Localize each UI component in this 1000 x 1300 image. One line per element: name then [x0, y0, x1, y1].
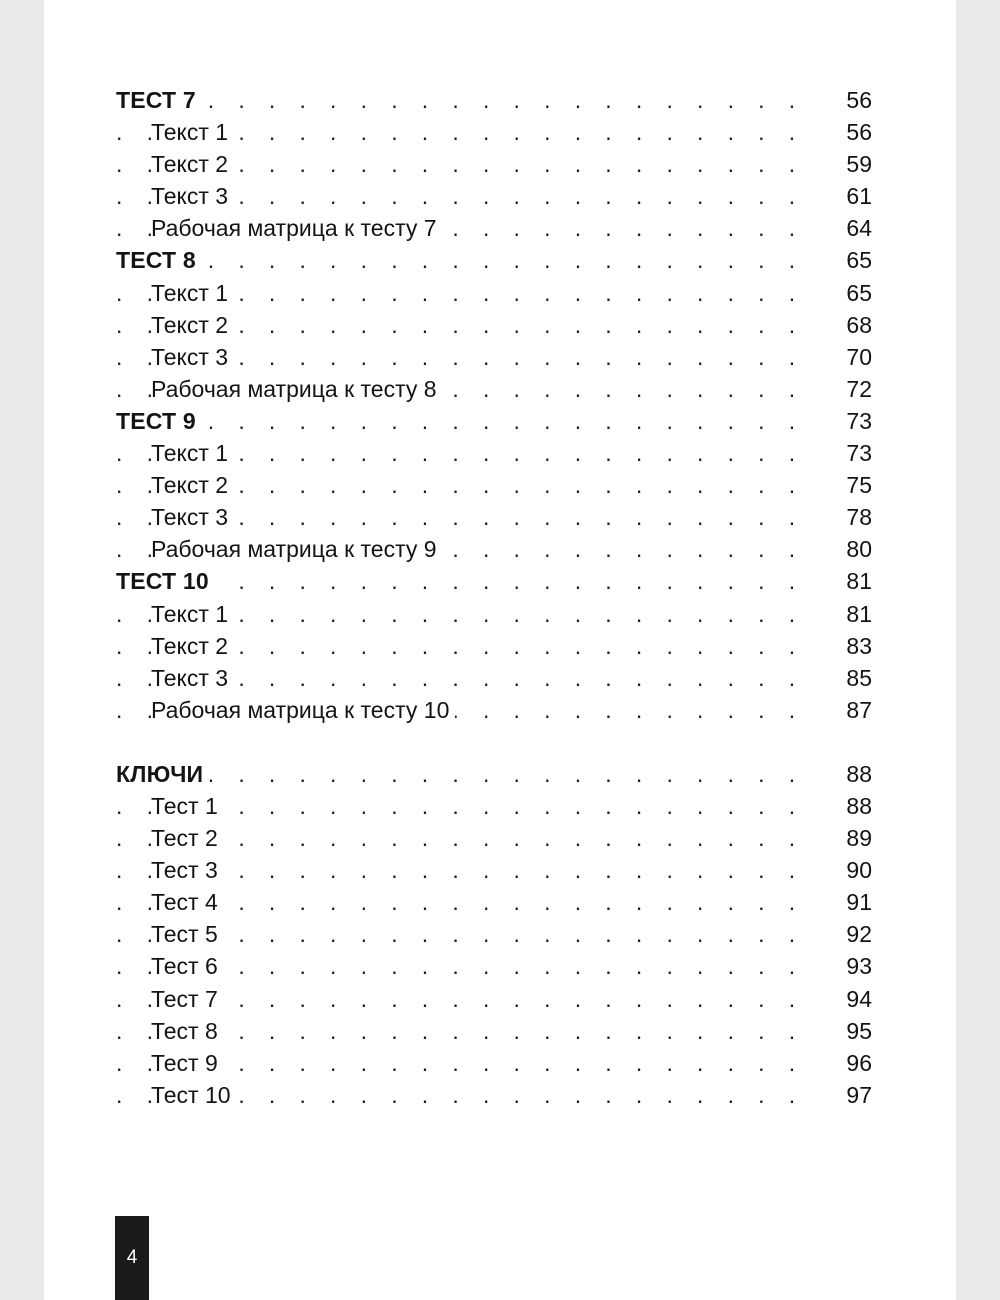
toc-entry-label: ТЕСТ 9 — [116, 405, 202, 437]
toc-entry-page: 72 — [846, 375, 872, 402]
toc-entry-page: 59 — [846, 151, 872, 178]
toc-entry-page: 88 — [846, 760, 872, 787]
toc-entry-page: 90 — [846, 857, 872, 884]
toc-entry-page: 73 — [846, 440, 872, 467]
page-number-tab — [115, 1216, 149, 1300]
toc-entry-page: 65 — [846, 247, 872, 274]
toc-entry-page: 83 — [846, 632, 872, 659]
toc-entry-page: 85 — [846, 664, 872, 691]
toc-entry-label: Текст 3 — [151, 180, 234, 212]
toc-entry-label: Рабочая матрица к тесту 10 — [151, 694, 455, 726]
toc-entry-label: Тест 10 — [151, 1079, 237, 1111]
toc-entry[interactable] — [116, 630, 872, 662]
toc-entry[interactable] — [116, 983, 872, 1015]
toc-entry[interactable] — [116, 694, 872, 726]
toc-entry-label: Текст 2 — [151, 630, 234, 662]
toc-entry-page: 91 — [846, 889, 872, 916]
toc-entry-label: Текст 1 — [151, 277, 234, 309]
toc-entry-label: ТЕСТ 7 — [116, 84, 202, 116]
toc-entry[interactable] — [116, 854, 872, 886]
toc-entry-label: Текст 2 — [151, 469, 234, 501]
toc-entry[interactable] — [116, 533, 872, 565]
toc-entry-page: 94 — [846, 985, 872, 1012]
toc-entry[interactable] — [116, 469, 872, 501]
table-of-contents — [116, 84, 872, 1111]
toc-entry-page: 88 — [846, 792, 872, 819]
toc-entry-label: Тест 2 — [151, 822, 224, 854]
toc-entry-page: 78 — [846, 504, 872, 531]
toc-entry-page: 81 — [846, 600, 872, 627]
toc-entry-page: 96 — [846, 1049, 872, 1076]
toc-entry[interactable] — [116, 437, 872, 469]
toc-entry[interactable] — [116, 662, 872, 694]
toc-entry[interactable] — [116, 212, 872, 244]
toc-entry-label: Текст 2 — [151, 148, 234, 180]
toc-entry[interactable] — [116, 148, 872, 180]
toc-entry-page: 61 — [846, 183, 872, 210]
toc-entry[interactable] — [116, 501, 872, 533]
dot-leader — [116, 244, 796, 276]
toc-entry[interactable] — [116, 341, 872, 373]
toc-entry[interactable] — [116, 790, 872, 822]
toc-entry-label: Текст 3 — [151, 341, 234, 373]
toc-entry-page: 97 — [846, 1081, 872, 1108]
toc-entry-label: Текст 3 — [151, 501, 234, 533]
toc-entry[interactable] — [116, 116, 872, 148]
toc-entry-page: 92 — [846, 921, 872, 948]
toc-entry-label: Тест 1 — [151, 790, 224, 822]
toc-entry-label: Тест 9 — [151, 1047, 224, 1079]
toc-entry-label: Тест 7 — [151, 983, 224, 1015]
toc-entry-test-8[interactable] — [116, 244, 872, 276]
toc-entry-test-10[interactable] — [116, 565, 872, 597]
toc-entry-label: Рабочая матрица к тесту 9 — [151, 533, 443, 565]
toc-entry[interactable] — [116, 1047, 872, 1079]
toc-entry[interactable] — [116, 309, 872, 341]
toc-entry-label: Рабочая матрица к тесту 8 — [151, 373, 443, 405]
toc-entry-test-9[interactable] — [116, 405, 872, 437]
toc-entry-page: 81 — [846, 568, 872, 595]
toc-entry-label: Тест 3 — [151, 854, 224, 886]
toc-entry[interactable] — [116, 950, 872, 982]
toc-entry[interactable] — [116, 918, 872, 950]
toc-entry-page: 56 — [846, 119, 872, 146]
toc-entry[interactable] — [116, 180, 872, 212]
toc-entry[interactable] — [116, 373, 872, 405]
toc-entry[interactable] — [116, 1015, 872, 1047]
toc-entry-page: 75 — [846, 472, 872, 499]
toc-entry-page: 80 — [846, 536, 872, 563]
toc-entry[interactable] — [116, 277, 872, 309]
toc-entry-page: 68 — [846, 311, 872, 338]
toc-entry-label: Текст 1 — [151, 116, 234, 148]
toc-entry-label: Текст 1 — [151, 598, 234, 630]
toc-entry-page: 89 — [846, 825, 872, 852]
toc-entry-page: 93 — [846, 953, 872, 980]
toc-entry-label: Текст 2 — [151, 309, 234, 341]
dot-leader — [116, 405, 796, 437]
toc-entry-label: ТЕСТ 10 — [116, 565, 215, 597]
toc-entry-page: 95 — [846, 1017, 872, 1044]
toc-entry-page: 73 — [846, 407, 872, 434]
toc-entry-label: Тест 6 — [151, 950, 224, 982]
dot-leader — [116, 758, 796, 790]
toc-entry-label: Текст 1 — [151, 437, 234, 469]
toc-entry-label: Текст 3 — [151, 662, 234, 694]
toc-entry-page: 56 — [846, 87, 872, 113]
toc-entry-page: 65 — [846, 279, 872, 306]
dot-leader — [116, 565, 796, 597]
toc-entry-page: 64 — [846, 215, 872, 242]
toc-entry-page: 87 — [846, 696, 872, 723]
toc-entry-label: Тест 4 — [151, 886, 224, 918]
toc-entry[interactable] — [116, 1079, 872, 1111]
toc-entry-label: Рабочая матрица к тесту 7 — [151, 212, 443, 244]
toc-entry-keys[interactable] — [116, 758, 872, 790]
toc-entry[interactable] — [116, 886, 872, 918]
dot-leader — [116, 84, 796, 116]
toc-entry-label: КЛЮЧИ — [116, 758, 209, 790]
toc-entry-page: 70 — [846, 343, 872, 370]
toc-entry[interactable] — [116, 822, 872, 854]
toc-entry-label: ТЕСТ 8 — [116, 244, 202, 276]
toc-entry[interactable] — [116, 598, 872, 630]
page-number: 4 — [126, 1247, 138, 1268]
toc-entry-label: Тест 8 — [151, 1015, 224, 1047]
toc-entry-test-7[interactable] — [116, 84, 872, 116]
toc-entry-label: Тест 5 — [151, 918, 224, 950]
